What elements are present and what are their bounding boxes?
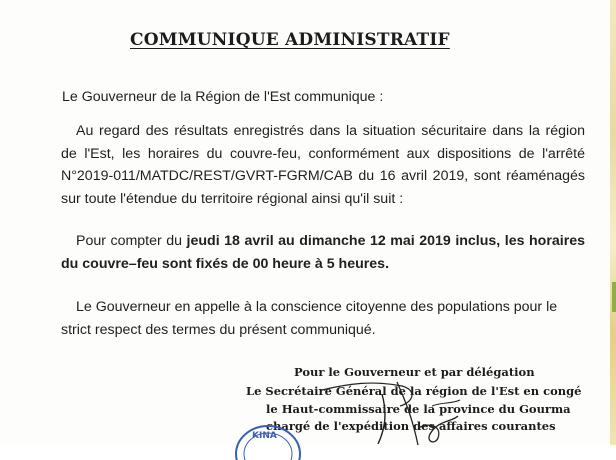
paper-edge: [610, 0, 616, 445]
curfew-dates-hours: jeudi 18 avril au dimanche 12 mai 2019 inclus, les horaires du couvre–feu sont fixés de 00 heure à 5 heures.: [61, 233, 585, 272]
stamp-text: KINA: [252, 431, 277, 441]
curfew-intro-text: Pour compter du: [76, 233, 187, 249]
signature-line-2: Le Secrétaire Général de la région de l'Est en congé: [246, 384, 582, 398]
paragraph-curfew-hours: [61, 230, 585, 275]
signature-line-4: chargé de l'expédition des affaires courantes: [266, 419, 556, 433]
paper-edge-accent: [612, 282, 616, 312]
document-title: COMMUNIQUE ADMINISTRATIF: [130, 30, 450, 50]
signature-line-1: Pour le Gouverneur et par délégation: [294, 365, 535, 379]
official-stamp: [232, 420, 302, 460]
intro-line: Le Gouverneur de la Région de l'Est communique :: [62, 89, 384, 105]
paragraph-appeal: Le Gouverneur en appelle à la conscience citoyenne des populations pour le strict respect des termes du présent communiqué.: [61, 299, 558, 338]
signature-line-3: le Haut-commissaire de la province du Gourma: [266, 402, 571, 416]
paragraph-situation: Au regard des résultats enregistrés dans la situation sécuritaire dans la région de l'Est, les horaires du couvre-feu, conformément aux dispositions de l'arrêté N°2019-011/MATDC/REST/GVRT-FGRM/CAB du 16 avril 2019, sont réaménagés sur toute l'étendue du territoire régional ainsi qu'il suit :: [61, 123, 585, 207]
